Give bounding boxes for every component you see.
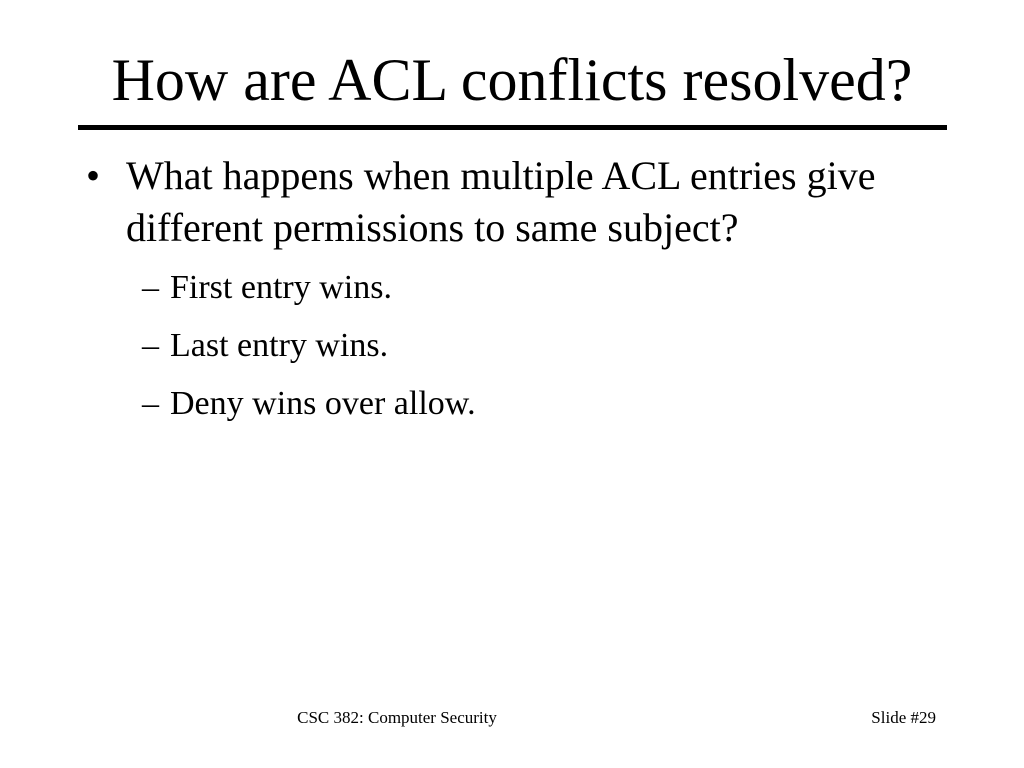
dash-marker: – (142, 269, 159, 306)
sub-bullet-text: Deny wins over allow. (170, 385, 476, 422)
sub-bullet-item (142, 267, 392, 309)
sub-bullet-text: First entry wins. (170, 269, 392, 306)
sub-bullet-item (142, 383, 476, 425)
bullet-marker: • (86, 153, 101, 198)
sub-bullet-item (142, 325, 388, 367)
dash-marker: – (142, 385, 159, 422)
slide-title: How are ACL conflicts resolved? (111, 47, 913, 113)
title-underline (78, 125, 947, 130)
bullet-item: What happens when multiple ACL entries give different permissions to same subject? (126, 153, 876, 250)
dash-marker: – (142, 327, 159, 364)
footer-slide-number: Slide #29 (871, 708, 936, 727)
footer-course: CSC 382: Computer Security (297, 708, 497, 727)
sub-bullet-text: Last entry wins. (170, 327, 389, 364)
